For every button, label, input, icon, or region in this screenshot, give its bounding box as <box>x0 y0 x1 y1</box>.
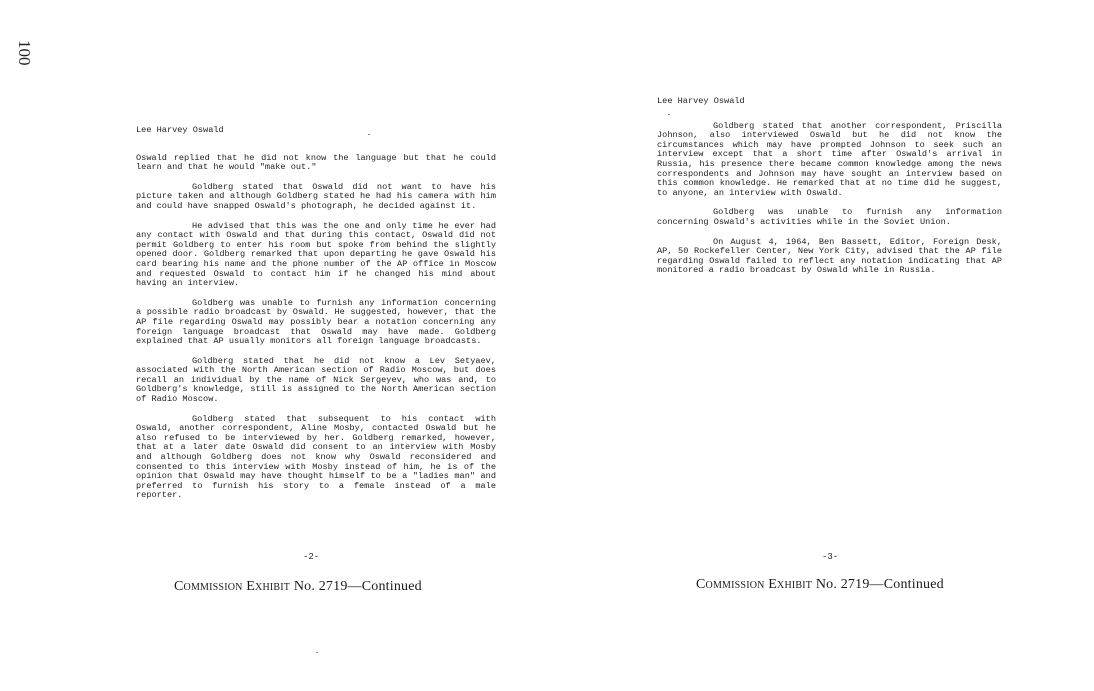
right-caption-suffix: No. 2719—Continued <box>815 577 944 592</box>
left-paragraph-4: Goldberg was unable to furnish any information concerning a possible radio broadcast by Oswald. He suggested, however, that the AP file regarding Oswald may possibly bear a notation concerning any foreign language broadcast that Oswald may have made. Goldberg explained that AP usually monitors all foreign language broadcasts. <box>136 297 496 347</box>
left-caption-prefix: Commission Exhibit <box>174 579 291 594</box>
right-page-heading: Lee Harvey Oswald <box>657 96 745 106</box>
left-paragraph-1: Oswald replied that he did not know the language but that he could learn and that he would "make out." <box>136 152 496 173</box>
right-page-label: -3- <box>822 552 839 562</box>
left-page-body <box>136 126 496 511</box>
right-exhibit-caption <box>696 577 944 593</box>
left-caption-suffix: No. 2719—Continued <box>293 579 422 594</box>
left-page-label: -2- <box>303 552 320 562</box>
right-caption-prefix: Commission Exhibit <box>696 577 813 592</box>
right-page-body <box>657 97 1002 286</box>
scan-speck <box>668 114 670 115</box>
page-number: 100 <box>15 40 34 66</box>
left-exhibit-caption <box>174 579 422 595</box>
right-paragraph-3: On August 4, 1964, Ben Bassett, Editor, Foreign Desk, AP, 50 Rockefeller Center, New York City, advised that the AP file regarding Oswald failed to reflect any notation indicating that AP monitored a radio broadcast by Oswald while in Russia. <box>657 236 1002 276</box>
left-paragraph-6: Goldberg stated that subsequent to his contact with Oswald, another correspondent, Aline Mosby, contacted Oswald but he also refused to be interviewed by her. Goldberg remarked, however, that at a later date Oswald did consent to an interview with Mosby and although Goldberg does not know why Oswald reconsidered and consented to this interview with Mosby instead of him, he is of the opinion that Oswald may have thought himself to be a "ladies man" and preferred to furnish his story to a female instead of a male reporter. <box>136 413 496 501</box>
right-paragraph-1: Goldberg stated that another correspondent, Priscilla Johnson, also interviewed Oswald but he did not know the circumstances which may have prompted Johnson to seek such an interview except that a short time after Oswald's arrival in Russia, his presence there became common knowledge among the news correspondents and Johnson may have sought an interview based on this common knowledge. He remarked that at no time did he suggest, to anyone, an interview with Oswald. <box>657 120 1002 198</box>
left-page-heading: Lee Harvey Oswald <box>136 125 224 135</box>
scan-speck <box>368 134 370 135</box>
left-paragraph-3: He advised that this was the one and only time he ever had any contact with Oswald and that during this contact, Oswald did not permit Goldberg to enter his room but spoke from behind the slightly opened door. Goldberg remarked that upon departing he gave Oswald his card bearing his name and the phone number of the AP office in Moscow and requested Oswald to contact him if he changed his mind about having an interview. <box>136 220 496 289</box>
left-paragraph-2: Goldberg stated that Oswald did not want to have his picture taken and although Goldberg stated he had his camera with him and could have snapped Oswald's photograph, he decided against it. <box>136 181 496 211</box>
left-paragraph-5: Goldberg stated that he did not know a Lev Setyaev, associated with the North American section of Radio Moscow, but does recall an individual by the name of Nick Sergeyev, who was and, to Goldberg's knowledge, still is assigned to the North American section of Radio Moscow. <box>136 355 496 405</box>
right-paragraph-2: Goldberg was unable to furnish any information concerning Oswald's activities while in the Soviet Union. <box>657 207 1002 227</box>
scan-speck <box>316 652 318 653</box>
